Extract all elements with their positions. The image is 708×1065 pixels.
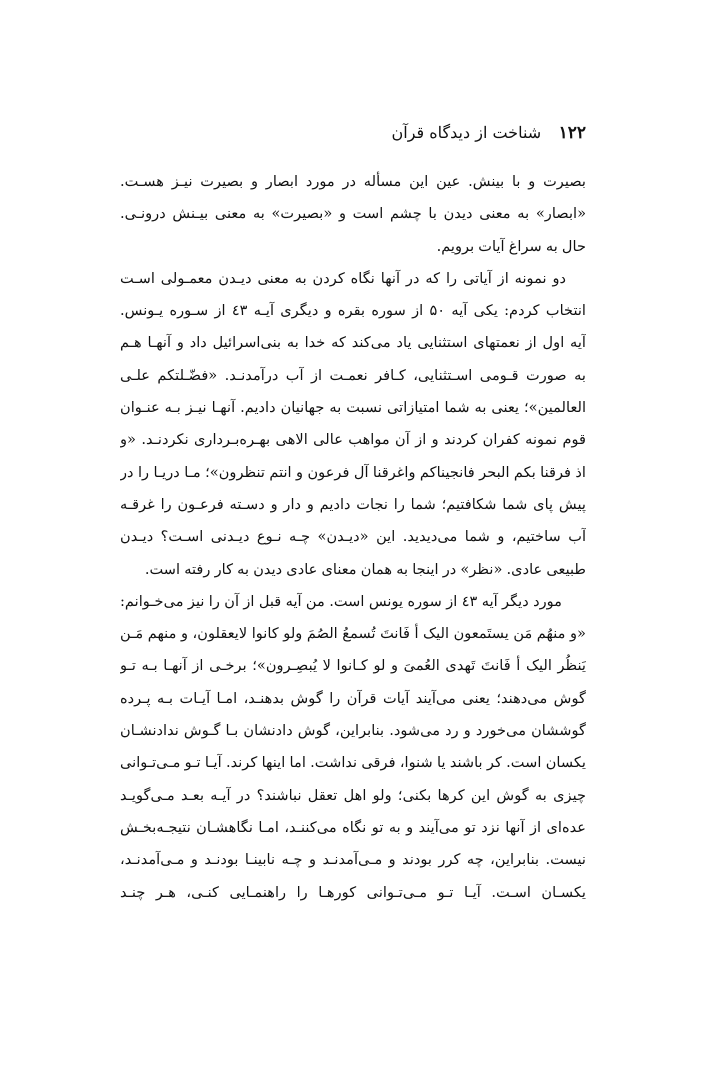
text-line: مورد دیگر آیه ٤٣ از سوره یونس است. من آیه قبل از آن را نیز می‌خـوانم: (120, 592, 562, 610)
body-text (120, 166, 586, 909)
text-line: پیش پای شما شکافتیم؛ شما را نجات دادیم و دار و دسـته فرعـون را غرقـه (120, 495, 586, 513)
text-line: «و منهُم مَن یستَمعون الیک أ فَانتَ تُسمعُ الصُمَ ولو کانوا لایعقلون، و منهم مَـن (120, 625, 586, 643)
text-line: «ابصار» به معنی دیدن با چشم است و «بصیرت» به معنی بیـنش درونـی. (120, 205, 586, 223)
text-line: انتخاب کردم: یکی آیه ۵۰ از سوره بقره و دیگری آیـه ٤٣ از سـوره یـونس. (120, 302, 586, 320)
text-line: گوششان می‌خورد و رد می‌شود. بنابراین، گوش دادنشان بـا گـوش ندادنشـان (120, 722, 586, 740)
book-title: شناخت از دیدگاه قرآن (391, 123, 542, 142)
text-line: یَنظُر الیک أ فَانتَ تَهدی العُمیَ و لو کـانوا لا یُبصِـرون»؛ برخـی از آنهـا بـه تـو (120, 657, 586, 675)
text-line: دو نمونه از آیاتی را که در آنها نگاه کردن به معنی دیـدن معمـولی اسـت (120, 269, 566, 287)
text-line: حال به سراغ آیات برویم. (436, 237, 586, 255)
running-head (120, 118, 586, 148)
text-line: یکسان است. کر باشند یا شنوا، فرقی نداشت. اما اینها کرند. آیـا تـو مـی‌تـوانی (120, 754, 586, 772)
text-line: العالمین»؛ یعنی به شما امتیازاتی نسبت به جهانیان دادیم. آنهـا نیـز بـه عنـوان (120, 399, 586, 417)
text-line: چیزی به گوش این کرها بکنی؛ ولو اهل تعقل نباشند؟ در آیـه بعـد مـی‌گویـد (120, 786, 586, 804)
text-line: بصیرت و با بینش. عین این مسأله در مورد ابصار و بصیرت نیـز هسـت. (120, 173, 586, 190)
text-line: به صورت قـومی اسـتثنایی، کـافر نعمـت از آب درآمدنـد. «فضّـلتکم علـی (120, 366, 586, 384)
text-line: طبیعی عادی. «نظر» در اینجا به همان معنای عادی دیدن به کار رفته است. (144, 560, 586, 578)
text-line: گوش می‌دهند؛ یعنی می‌آیند آیات قرآن را گوش بدهنـد، امـا آیـات بـه پـرده (120, 689, 586, 707)
text-line: آب ساختیم، و شما می‌دیدید. این «دیـدن» چـه نـوع دیـدنی اسـت؟ دیـدن (120, 528, 586, 546)
text-line: نیست. بنابراین، چه کرر بودند و مـی‌آمدنـد و چـه نابینـا بودنـد و مـی‌آمدنـد، (120, 851, 586, 869)
text-line: آیه اول از نعمتهای استثنایی یاد می‌کند که خدا به بنی‌اسرائیل داد و آنهـا هـم (120, 334, 586, 352)
page-number: ۱۲۲ (558, 123, 586, 143)
text-line: یکسـان اسـت. آیـا تـو مـی‌تـوانی کورهـا را راهنمـایی کنـی، هـر چنـد (120, 883, 586, 901)
text-line: قوم نمونه کفران کردند و از آن مواهب عالی الاهی بهـره‌بـرداری نکردنـد. «و (120, 431, 586, 449)
text-line: اذ فرقنا بکم البحر فانجیناکم واغرقنا آل فرعون و انتم تنظرون»؛ مـا دریـا را در (120, 463, 586, 481)
text-line: عده‌ای از آنها نزد تو می‌آیند و به تو نگاه می‌کننـد، امـا نگاهشـان نتیجـه‌بخـش (120, 818, 586, 836)
